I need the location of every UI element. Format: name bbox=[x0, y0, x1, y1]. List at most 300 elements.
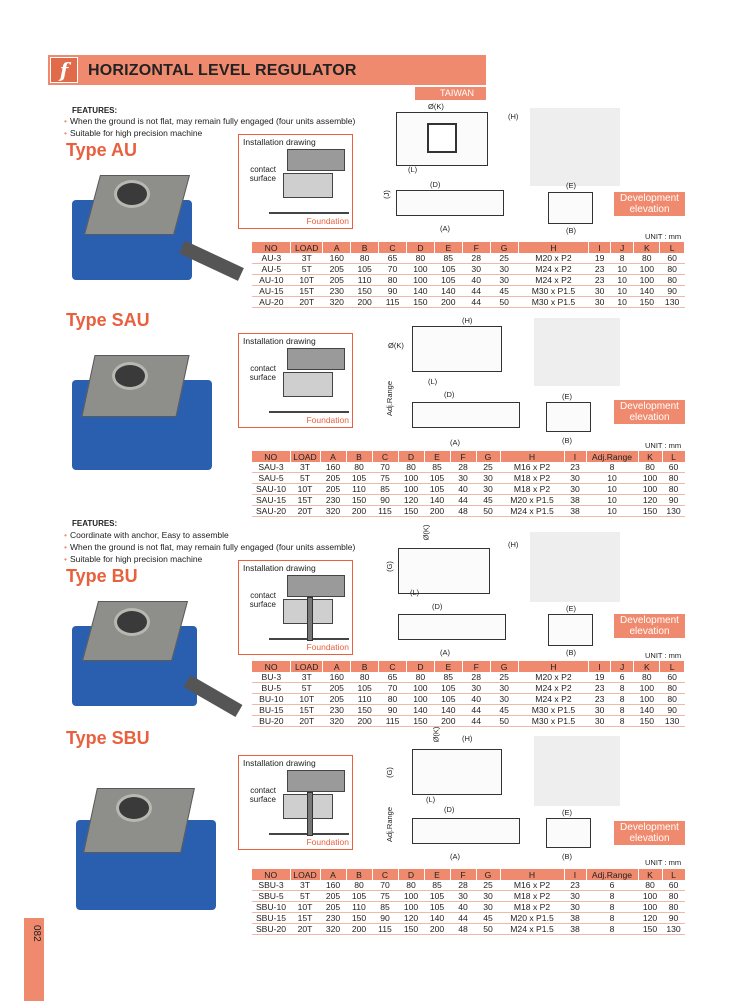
column-header: D bbox=[406, 242, 434, 253]
installation-drawing-sau bbox=[238, 333, 353, 428]
table-cell: M24 x P1.5 bbox=[500, 506, 564, 517]
table-cell: 15T bbox=[291, 705, 323, 716]
table-cell: 105 bbox=[424, 902, 450, 913]
iso-view-au bbox=[530, 108, 620, 186]
table-cell: 30 bbox=[476, 891, 500, 902]
dim-e: (E) bbox=[566, 604, 576, 613]
spec-table-sbu bbox=[252, 869, 686, 935]
table-cell: 10T bbox=[291, 275, 323, 286]
table-cell: 80 bbox=[379, 694, 407, 705]
table-cell: 115 bbox=[379, 297, 407, 308]
column-header: I bbox=[589, 242, 610, 253]
table-cell: 100 bbox=[634, 275, 660, 286]
table-cell: 8 bbox=[610, 683, 634, 694]
table-cell: 100 bbox=[406, 683, 434, 694]
table-cell: 45 bbox=[490, 286, 518, 297]
contact-label: contact surface bbox=[249, 591, 276, 609]
table-cell: M20 x P1.5 bbox=[500, 913, 564, 924]
table-cell: 80 bbox=[346, 880, 372, 891]
product-photo-bu bbox=[62, 596, 252, 726]
table-cell: M30 x P1.5 bbox=[518, 297, 589, 308]
table-cell: 70 bbox=[379, 683, 407, 694]
development-elevation-badge: Development elevation bbox=[614, 821, 685, 845]
table-cell: 80 bbox=[662, 473, 685, 484]
table-cell: 48 bbox=[450, 924, 476, 935]
table-cell: 200 bbox=[424, 506, 450, 517]
table-cell: 140 bbox=[406, 705, 434, 716]
table-cell: 200 bbox=[346, 506, 372, 517]
table-cell: 30 bbox=[462, 683, 490, 694]
dim-adj-range: Adj.Range bbox=[385, 380, 395, 417]
spec-table-sau bbox=[252, 451, 686, 517]
table-cell: BU-20 bbox=[252, 716, 291, 727]
table-cell: 10 bbox=[586, 506, 638, 517]
dim-l: (L) bbox=[408, 165, 418, 174]
front-view-sbu bbox=[546, 818, 591, 848]
table-cell: SAU-10 bbox=[252, 484, 290, 495]
table-cell: 30 bbox=[476, 473, 500, 484]
table-cell: M18 x P2 bbox=[500, 902, 564, 913]
table-cell: 70 bbox=[372, 462, 398, 473]
table-cell: SAU-3 bbox=[252, 462, 290, 473]
unit-label: UNIT : mm bbox=[645, 858, 682, 867]
side-view-bu bbox=[398, 614, 506, 640]
column-header: LOAD bbox=[291, 242, 323, 253]
table-row bbox=[252, 484, 685, 495]
table-cell: 30 bbox=[490, 694, 518, 705]
table-cell: 230 bbox=[320, 495, 346, 506]
table-cell: 40 bbox=[462, 275, 490, 286]
table-cell: 90 bbox=[379, 286, 407, 297]
installation-label: Installation drawing bbox=[243, 137, 316, 147]
table-row bbox=[252, 275, 685, 286]
type-sbu-heading: Type SBU bbox=[66, 728, 150, 748]
table-cell: 19 bbox=[589, 672, 610, 683]
table-cell: 80 bbox=[346, 462, 372, 473]
table-cell: 45 bbox=[490, 705, 518, 716]
column-header: H bbox=[518, 661, 589, 672]
table-cell: 105 bbox=[424, 891, 450, 902]
table-cell: 44 bbox=[462, 705, 490, 716]
table-cell: 140 bbox=[424, 495, 450, 506]
table-cell: 23 bbox=[589, 275, 610, 286]
table-cell: 120 bbox=[398, 495, 424, 506]
type-au-heading: Type AU bbox=[66, 140, 138, 160]
table-cell: 85 bbox=[434, 253, 462, 264]
table-cell: 90 bbox=[372, 913, 398, 924]
table-cell: 90 bbox=[662, 495, 685, 506]
table-cell: 80 bbox=[660, 683, 685, 694]
table-cell: 28 bbox=[462, 672, 490, 683]
dim-a: (A) bbox=[450, 438, 460, 447]
table-cell: 30 bbox=[564, 902, 586, 913]
column-header: I bbox=[589, 661, 610, 672]
table-cell: 60 bbox=[662, 462, 685, 473]
table-cell: 70 bbox=[372, 880, 398, 891]
table-cell: 150 bbox=[638, 924, 662, 935]
table-cell: 80 bbox=[662, 902, 685, 913]
table-header-row bbox=[252, 451, 685, 462]
table-cell: 205 bbox=[323, 264, 351, 275]
table-cell: 8 bbox=[586, 913, 638, 924]
table-row bbox=[252, 495, 685, 506]
table-cell: 28 bbox=[450, 880, 476, 891]
feature-item: • When the ground is not flat, may remain fully engaged (four units assemble) bbox=[64, 116, 356, 126]
column-header: E bbox=[424, 869, 450, 880]
table-cell: 44 bbox=[450, 495, 476, 506]
spec-table-bu bbox=[252, 661, 685, 727]
table-cell: M30 x P1.5 bbox=[518, 705, 589, 716]
table-cell: 19 bbox=[589, 253, 610, 264]
table-cell: 60 bbox=[660, 253, 685, 264]
front-view-au bbox=[548, 192, 593, 224]
table-cell: 25 bbox=[490, 253, 518, 264]
dim-h: (H) bbox=[462, 734, 473, 743]
side-view-sbu bbox=[412, 818, 520, 844]
table-cell: 320 bbox=[320, 506, 346, 517]
foundation-label: Foundation bbox=[306, 415, 349, 425]
column-header: C bbox=[379, 661, 407, 672]
table-cell: 60 bbox=[660, 672, 685, 683]
table-row bbox=[252, 297, 685, 308]
column-header: E bbox=[424, 451, 450, 462]
column-header: F bbox=[462, 242, 490, 253]
table-header-row bbox=[252, 869, 685, 880]
table-cell: 25 bbox=[490, 672, 518, 683]
table-cell: 45 bbox=[476, 495, 500, 506]
table-cell: 23 bbox=[564, 462, 586, 473]
table-cell: SAU-15 bbox=[252, 495, 290, 506]
table-row bbox=[252, 506, 685, 517]
table-cell: 80 bbox=[406, 672, 434, 683]
column-header: B bbox=[351, 242, 379, 253]
table-cell: 60 bbox=[662, 880, 685, 891]
table-cell: 28 bbox=[462, 253, 490, 264]
feature-item: • Coordinate with anchor, Easy to assemble bbox=[64, 530, 229, 540]
table-cell: 140 bbox=[634, 705, 660, 716]
dim-e: (E) bbox=[566, 181, 576, 190]
table-cell: 10 bbox=[586, 484, 638, 495]
table-cell: M30 x P1.5 bbox=[518, 286, 589, 297]
table-cell: 120 bbox=[638, 495, 662, 506]
dim-l: (L) bbox=[428, 377, 438, 386]
dim-h: (H) bbox=[462, 316, 473, 325]
table-cell: 100 bbox=[406, 275, 434, 286]
table-cell: 10T bbox=[290, 484, 320, 495]
table-cell: 80 bbox=[398, 880, 424, 891]
table-cell: 100 bbox=[398, 891, 424, 902]
table-cell: 110 bbox=[351, 275, 379, 286]
column-header: K bbox=[638, 869, 662, 880]
table-cell: 150 bbox=[351, 286, 379, 297]
table-cell: 80 bbox=[634, 253, 660, 264]
table-cell: 205 bbox=[323, 694, 351, 705]
table-cell: 30 bbox=[589, 716, 610, 727]
dim-j: (J) bbox=[381, 190, 391, 199]
table-cell: M18 x P2 bbox=[500, 473, 564, 484]
table-cell: 10 bbox=[610, 264, 634, 275]
column-header: LOAD bbox=[290, 451, 320, 462]
table-header-row bbox=[252, 661, 685, 672]
table-cell: SBU-3 bbox=[252, 880, 290, 891]
column-header: I bbox=[564, 869, 586, 880]
table-cell: 5T bbox=[291, 683, 323, 694]
dim-b: (B) bbox=[566, 226, 576, 235]
table-cell: 110 bbox=[351, 694, 379, 705]
table-cell: 65 bbox=[379, 672, 407, 683]
table-cell: 70 bbox=[379, 264, 407, 275]
table-cell: 80 bbox=[662, 484, 685, 495]
table-cell: 200 bbox=[434, 716, 462, 727]
front-view-sau bbox=[546, 402, 591, 432]
table-cell: 205 bbox=[320, 902, 346, 913]
table-cell: BU-10 bbox=[252, 694, 291, 705]
installation-drawing-au bbox=[238, 134, 353, 229]
table-cell: 20T bbox=[290, 506, 320, 517]
table-cell: 10 bbox=[610, 275, 634, 286]
table-cell: 30 bbox=[564, 891, 586, 902]
table-cell: 105 bbox=[424, 484, 450, 495]
table-cell: 100 bbox=[634, 694, 660, 705]
table-cell: 80 bbox=[351, 672, 379, 683]
table-cell: AU-5 bbox=[252, 264, 291, 275]
table-cell: 100 bbox=[634, 683, 660, 694]
column-header: L bbox=[660, 242, 685, 253]
table-cell: 120 bbox=[638, 913, 662, 924]
column-header: F bbox=[450, 451, 476, 462]
table-cell: 140 bbox=[434, 286, 462, 297]
table-cell: 160 bbox=[323, 672, 351, 683]
table-row bbox=[252, 913, 685, 924]
dim-d: (D) bbox=[432, 602, 443, 611]
development-elevation-badge: Development elevation bbox=[614, 400, 685, 424]
table-cell: 8 bbox=[586, 902, 638, 913]
table-cell: 30 bbox=[589, 297, 610, 308]
features-title: FEATURES: bbox=[72, 519, 118, 528]
table-cell: 115 bbox=[372, 506, 398, 517]
column-header: C bbox=[372, 869, 398, 880]
table-cell: 200 bbox=[434, 297, 462, 308]
column-header: E bbox=[434, 242, 462, 253]
table-cell: 23 bbox=[589, 683, 610, 694]
column-header: NO bbox=[252, 242, 291, 253]
table-cell: 150 bbox=[351, 705, 379, 716]
unit-label: UNIT : mm bbox=[645, 441, 682, 450]
table-cell: 50 bbox=[490, 297, 518, 308]
page-title: HORIZONTAL LEVEL REGULATOR bbox=[88, 62, 357, 79]
table-cell: 105 bbox=[424, 473, 450, 484]
table-cell: 44 bbox=[450, 913, 476, 924]
table-cell: 150 bbox=[406, 716, 434, 727]
table-cell: 200 bbox=[351, 297, 379, 308]
side-view-sau bbox=[412, 402, 520, 428]
table-cell: 105 bbox=[434, 275, 462, 286]
table-cell: M20 x P1.5 bbox=[500, 495, 564, 506]
table-cell: 28 bbox=[450, 462, 476, 473]
table-cell: 105 bbox=[434, 264, 462, 275]
table-cell: 130 bbox=[662, 506, 685, 517]
table-cell: 30 bbox=[490, 683, 518, 694]
dim-ok: Ø(K) bbox=[428, 102, 444, 111]
table-cell: 30 bbox=[476, 902, 500, 913]
table-cell: 100 bbox=[638, 484, 662, 495]
table-cell: 30 bbox=[450, 891, 476, 902]
table-cell: 205 bbox=[320, 473, 346, 484]
table-cell: 140 bbox=[434, 705, 462, 716]
table-cell: 160 bbox=[323, 253, 351, 264]
table-cell: 30 bbox=[450, 473, 476, 484]
table-cell: 115 bbox=[372, 924, 398, 935]
dim-e: (E) bbox=[562, 392, 572, 401]
installation-label: Installation drawing bbox=[243, 336, 316, 346]
table-cell: 38 bbox=[564, 495, 586, 506]
iso-view-sau bbox=[534, 318, 620, 386]
table-cell: 140 bbox=[634, 286, 660, 297]
table-cell: 75 bbox=[372, 891, 398, 902]
table-cell: 8 bbox=[610, 705, 634, 716]
table-cell: 40 bbox=[462, 694, 490, 705]
table-row bbox=[252, 924, 685, 935]
installation-label: Installation drawing bbox=[243, 563, 316, 573]
column-header: C bbox=[372, 451, 398, 462]
table-cell: 15T bbox=[291, 286, 323, 297]
table-cell: SAU-5 bbox=[252, 473, 290, 484]
table-cell: 100 bbox=[398, 902, 424, 913]
table-cell: 130 bbox=[662, 924, 685, 935]
column-header: J bbox=[610, 242, 634, 253]
table-cell: M18 x P2 bbox=[500, 484, 564, 495]
table-cell: 23 bbox=[564, 880, 586, 891]
brand-logo: f bbox=[50, 57, 78, 83]
table-cell: M30 x P1.5 bbox=[518, 716, 589, 727]
page-number: 082 bbox=[31, 925, 42, 942]
dim-h: (H) bbox=[508, 540, 519, 549]
table-cell: 5T bbox=[290, 891, 320, 902]
table-cell: 50 bbox=[476, 506, 500, 517]
contact-label: contact surface bbox=[249, 786, 276, 804]
table-row bbox=[252, 672, 685, 683]
dim-d: (D) bbox=[444, 805, 455, 814]
table-cell: 110 bbox=[346, 484, 372, 495]
table-cell: 320 bbox=[323, 297, 351, 308]
table-cell: 44 bbox=[462, 716, 490, 727]
table-cell: 50 bbox=[490, 716, 518, 727]
table-cell: M24 x P2 bbox=[518, 275, 589, 286]
table-cell: 90 bbox=[372, 495, 398, 506]
table-cell: 105 bbox=[351, 264, 379, 275]
table-cell: 80 bbox=[379, 275, 407, 286]
table-cell: 200 bbox=[346, 924, 372, 935]
table-cell: M18 x P2 bbox=[500, 891, 564, 902]
table-cell: 100 bbox=[638, 473, 662, 484]
table-cell: AU-10 bbox=[252, 275, 291, 286]
table-cell: 150 bbox=[634, 297, 660, 308]
table-cell: 8 bbox=[610, 253, 634, 264]
dim-ok: Ø(K) bbox=[388, 341, 404, 350]
column-header: G bbox=[490, 661, 518, 672]
table-cell: 105 bbox=[351, 683, 379, 694]
table-cell: BU-15 bbox=[252, 705, 291, 716]
feature-item: • Suitable for high precision machine bbox=[64, 554, 203, 564]
features-title: FEATURES: bbox=[72, 106, 118, 115]
product-photo-sau bbox=[60, 350, 235, 480]
table-cell: 48 bbox=[450, 506, 476, 517]
table-header-row bbox=[252, 242, 685, 253]
table-cell: 80 bbox=[638, 462, 662, 473]
dim-h: (H) bbox=[508, 112, 519, 121]
column-header: F bbox=[462, 661, 490, 672]
side-view-au bbox=[396, 190, 504, 216]
table-cell: 85 bbox=[424, 880, 450, 891]
table-row bbox=[252, 902, 685, 913]
column-header: B bbox=[351, 661, 379, 672]
table-cell: 90 bbox=[379, 705, 407, 716]
column-header: D bbox=[398, 451, 424, 462]
table-cell: AU-3 bbox=[252, 253, 291, 264]
table-cell: 5T bbox=[290, 473, 320, 484]
dim-ok: Ø(K) bbox=[431, 726, 441, 743]
column-header: G bbox=[476, 451, 500, 462]
table-cell: 230 bbox=[323, 705, 351, 716]
table-cell: 110 bbox=[346, 902, 372, 913]
table-cell: 30 bbox=[490, 275, 518, 286]
table-cell: 150 bbox=[346, 913, 372, 924]
feature-item: • Suitable for high precision machine bbox=[64, 128, 203, 138]
contact-label: contact surface bbox=[249, 165, 276, 183]
table-cell: 38 bbox=[564, 924, 586, 935]
table-cell: 23 bbox=[589, 264, 610, 275]
table-cell: 230 bbox=[320, 913, 346, 924]
column-header: L bbox=[662, 451, 685, 462]
foundation-label: Foundation bbox=[306, 837, 349, 847]
table-cell: BU-3 bbox=[252, 672, 291, 683]
table-cell: M16 x P2 bbox=[500, 462, 564, 473]
table-cell: 30 bbox=[462, 264, 490, 275]
table-cell: 25 bbox=[476, 462, 500, 473]
table-cell: 140 bbox=[424, 913, 450, 924]
installation-drawing-sbu bbox=[238, 755, 353, 850]
table-cell: 150 bbox=[406, 297, 434, 308]
table-cell: 205 bbox=[320, 891, 346, 902]
type-sau-heading: Type SAU bbox=[66, 310, 150, 330]
column-header: L bbox=[660, 661, 685, 672]
table-row bbox=[252, 286, 685, 297]
table-cell: M20 x P2 bbox=[518, 672, 589, 683]
table-cell: 130 bbox=[660, 297, 685, 308]
table-cell: 10 bbox=[610, 286, 634, 297]
dim-a: (A) bbox=[450, 852, 460, 861]
table-cell: 23 bbox=[589, 694, 610, 705]
column-header: D bbox=[398, 869, 424, 880]
dim-a: (A) bbox=[440, 224, 450, 233]
dim-adj-range: Adj.Range bbox=[385, 806, 395, 843]
table-cell: 320 bbox=[323, 716, 351, 727]
table-cell: M16 x P2 bbox=[500, 880, 564, 891]
table-cell: 205 bbox=[323, 275, 351, 286]
column-header: E bbox=[434, 661, 462, 672]
table-cell: SBU-20 bbox=[252, 924, 290, 935]
table-cell: SAU-20 bbox=[252, 506, 290, 517]
table-cell: 80 bbox=[662, 891, 685, 902]
front-view-bu bbox=[548, 614, 593, 646]
dim-b: (B) bbox=[562, 436, 572, 445]
table-cell: 38 bbox=[564, 913, 586, 924]
table-cell: 150 bbox=[638, 506, 662, 517]
development-elevation-badge: Development elevation bbox=[614, 192, 685, 216]
column-header: J bbox=[610, 661, 634, 672]
table-cell: 8 bbox=[586, 924, 638, 935]
table-cell: 150 bbox=[398, 924, 424, 935]
